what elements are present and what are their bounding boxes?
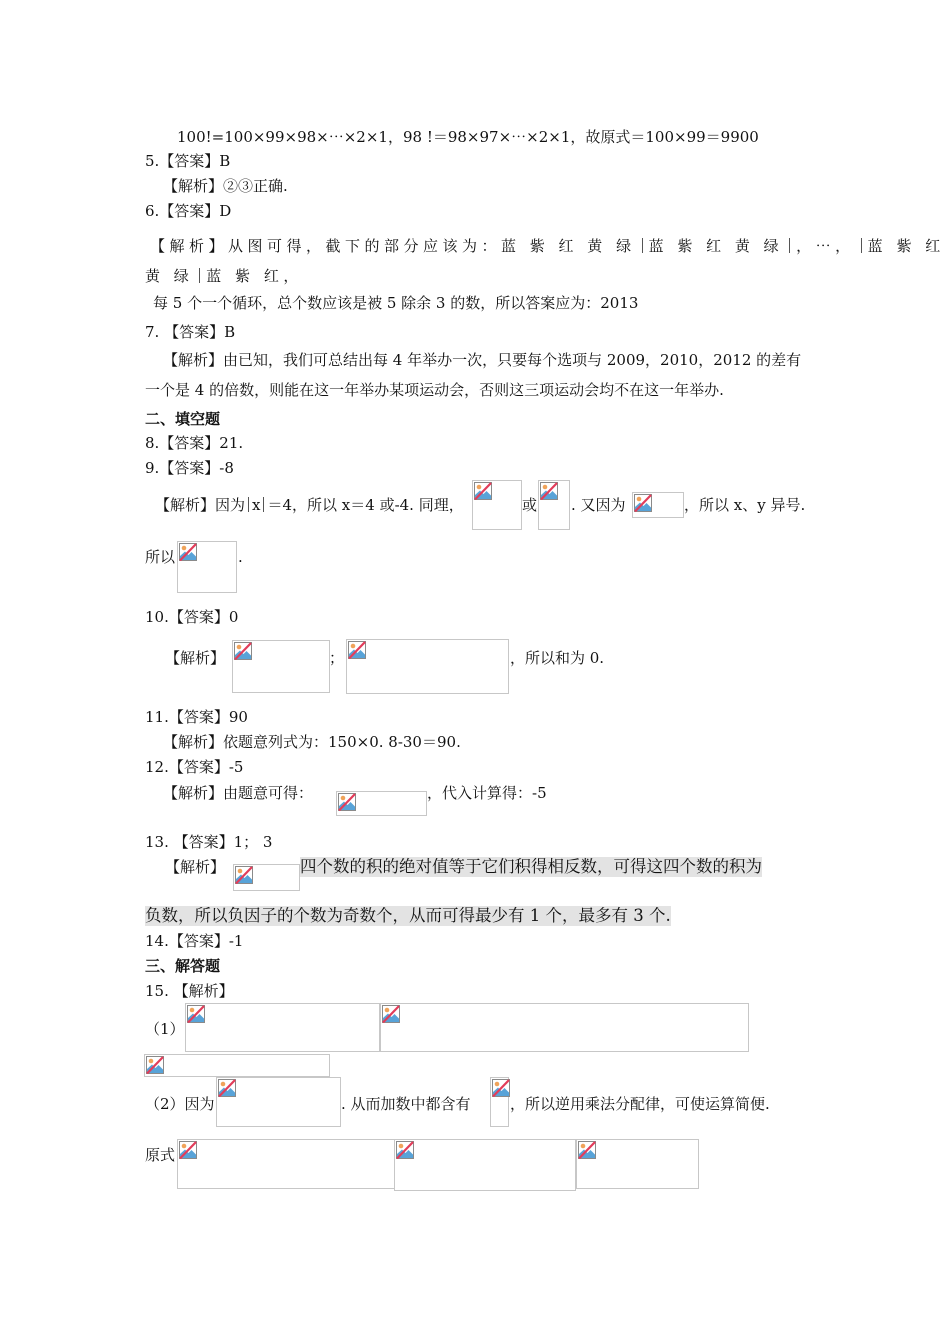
- formula-image: [144, 1054, 330, 1077]
- abs-bar: [263, 497, 264, 512]
- broken-image-icon: [474, 482, 492, 500]
- analysis-13-line1: 四个数的积的绝对值等于它们积得相反数，可得这四个数的积为: [300, 857, 762, 876]
- analysis-6-line1: [150, 236, 945, 256]
- analysis-7-line2: 一个是 4 的倍数，则能在这一年举办某项运动会，否则这三项运动会均不在这一年举办.: [145, 381, 724, 399]
- analysis-11: 【解析】依题意列式为：150×0. 8-30＝90.: [163, 733, 461, 751]
- factorial-line: 100!=100×99×98×⋯×2×1，98 !＝98×97×⋯×2×1，故原式＝100×99＝9900: [177, 128, 759, 146]
- analysis-12-text: ，代入计算得：-5: [427, 784, 547, 802]
- analysis-6-text: 【解析】从图可得，截下的部分应该为：蓝 紫 红 黄 绿: [150, 237, 636, 255]
- formula-image: [216, 1077, 341, 1127]
- formula-image: [472, 480, 522, 530]
- part-2-text: . 从而加数中都含有: [341, 1095, 471, 1113]
- ellipsis: ，⋯，: [796, 237, 855, 255]
- broken-image-icon: [234, 642, 252, 660]
- abs-x: x: [252, 496, 261, 514]
- analysis-9-text: ＝4，所以 x＝4 或-4. 同理，: [267, 496, 464, 514]
- section-solve: 三、解答题: [145, 957, 221, 975]
- original-expression-label: 原式: [145, 1146, 176, 1164]
- analysis-9-line1: [155, 495, 464, 515]
- color-seq-tail: 蓝 紫 红: [867, 237, 945, 255]
- formula-image: [538, 480, 570, 530]
- formula-image: [336, 791, 427, 816]
- analysis-13-line2: 负数，所以负因子的个数为奇数个，从而可得最少有 1 个，最多有 3 个.: [145, 906, 671, 925]
- analysis-15-label: 15. 【解析】: [145, 982, 234, 1000]
- analysis-6-line3: 每 5 个一个循环，总个数应该是被 5 除余 3 的数，所以答案应为：2013: [153, 294, 639, 312]
- answer-14: 14.【答案】-1: [145, 932, 244, 950]
- answer-13: 13. 【答案】1； 3: [145, 833, 273, 851]
- broken-image-icon: [540, 482, 558, 500]
- answer-12: 12.【答案】-5: [145, 758, 244, 776]
- answer-7: 7. 【答案】B: [145, 323, 236, 341]
- broken-image-icon: [179, 543, 197, 561]
- divider-bar: [789, 238, 790, 253]
- broken-image-icon: [348, 641, 366, 659]
- answer-11: 11.【答案】90: [145, 708, 248, 726]
- period: .: [238, 548, 243, 566]
- formula-image: [177, 541, 237, 593]
- formula-image: [632, 492, 684, 518]
- analysis-10-label: 【解析】: [165, 649, 226, 667]
- analysis-9-text: 【解析】因为: [155, 496, 246, 514]
- broken-image-icon: [179, 1141, 197, 1159]
- broken-image-icon: [146, 1056, 164, 1074]
- formula-image: [490, 1077, 509, 1127]
- or-text: 或: [522, 496, 538, 514]
- color-seq-head: 黄 绿: [145, 267, 194, 285]
- analysis-9-text: . 又因为: [571, 496, 626, 514]
- analysis-9-line2: 所以: [145, 548, 176, 566]
- analysis-7-line1: 【解析】由已知，我们可总结出每 4 年举办一次，只要每个选项与 2009，2010，2012 的差有: [163, 351, 802, 369]
- divider-bar: [199, 268, 200, 283]
- broken-image-icon: [235, 866, 253, 884]
- analysis-9-text: ，所以 x、y 异号.: [684, 496, 806, 514]
- answer-8: 8.【答案】21.: [145, 434, 244, 452]
- broken-image-icon: [382, 1005, 400, 1023]
- part-1-label: （1）: [145, 1020, 185, 1038]
- answer-10: 10.【答案】0: [145, 608, 239, 626]
- part-2-text: ，所以逆用乘法分配律，可使运算简便.: [510, 1095, 770, 1113]
- broken-image-icon: [492, 1079, 510, 1097]
- broken-image-icon: [187, 1005, 205, 1023]
- color-seq-end: 蓝 紫 红，: [206, 267, 303, 285]
- formula-image: [233, 864, 300, 891]
- broken-image-icon: [578, 1141, 596, 1159]
- divider-bar: [642, 238, 643, 253]
- part-2-text: （2）因为: [145, 1095, 215, 1113]
- semicolon: ；: [329, 649, 345, 667]
- formula-image: [232, 640, 330, 693]
- broken-image-icon: [218, 1079, 236, 1097]
- color-seq: 蓝 紫 红 黄 绿: [648, 237, 784, 255]
- broken-image-icon: [338, 793, 356, 811]
- section-fill-in: 二、填空题: [145, 410, 221, 428]
- formula-image: [394, 1139, 576, 1191]
- abs-bar: [248, 497, 249, 512]
- formula-image: [380, 1003, 749, 1052]
- broken-image-icon: [396, 1141, 414, 1159]
- analysis-10-text: ，所以和为 0.: [510, 649, 605, 667]
- analysis-12-text: 【解析】由题意可得：: [163, 784, 314, 802]
- broken-image-icon: [634, 494, 652, 512]
- analysis-5: 【解析】②③正确.: [163, 177, 288, 195]
- answer-9: 9.【答案】-8: [145, 459, 234, 477]
- formula-image: [346, 639, 509, 694]
- answer-5: 5.【答案】B: [145, 152, 231, 170]
- divider-bar: [861, 238, 862, 253]
- analysis-6-line2: [145, 266, 303, 286]
- formula-image: [185, 1003, 380, 1052]
- formula-image: [177, 1139, 395, 1189]
- analysis-13-label: 【解析】: [165, 858, 226, 876]
- formula-image: [576, 1139, 699, 1189]
- answer-6: 6.【答案】D: [145, 202, 232, 220]
